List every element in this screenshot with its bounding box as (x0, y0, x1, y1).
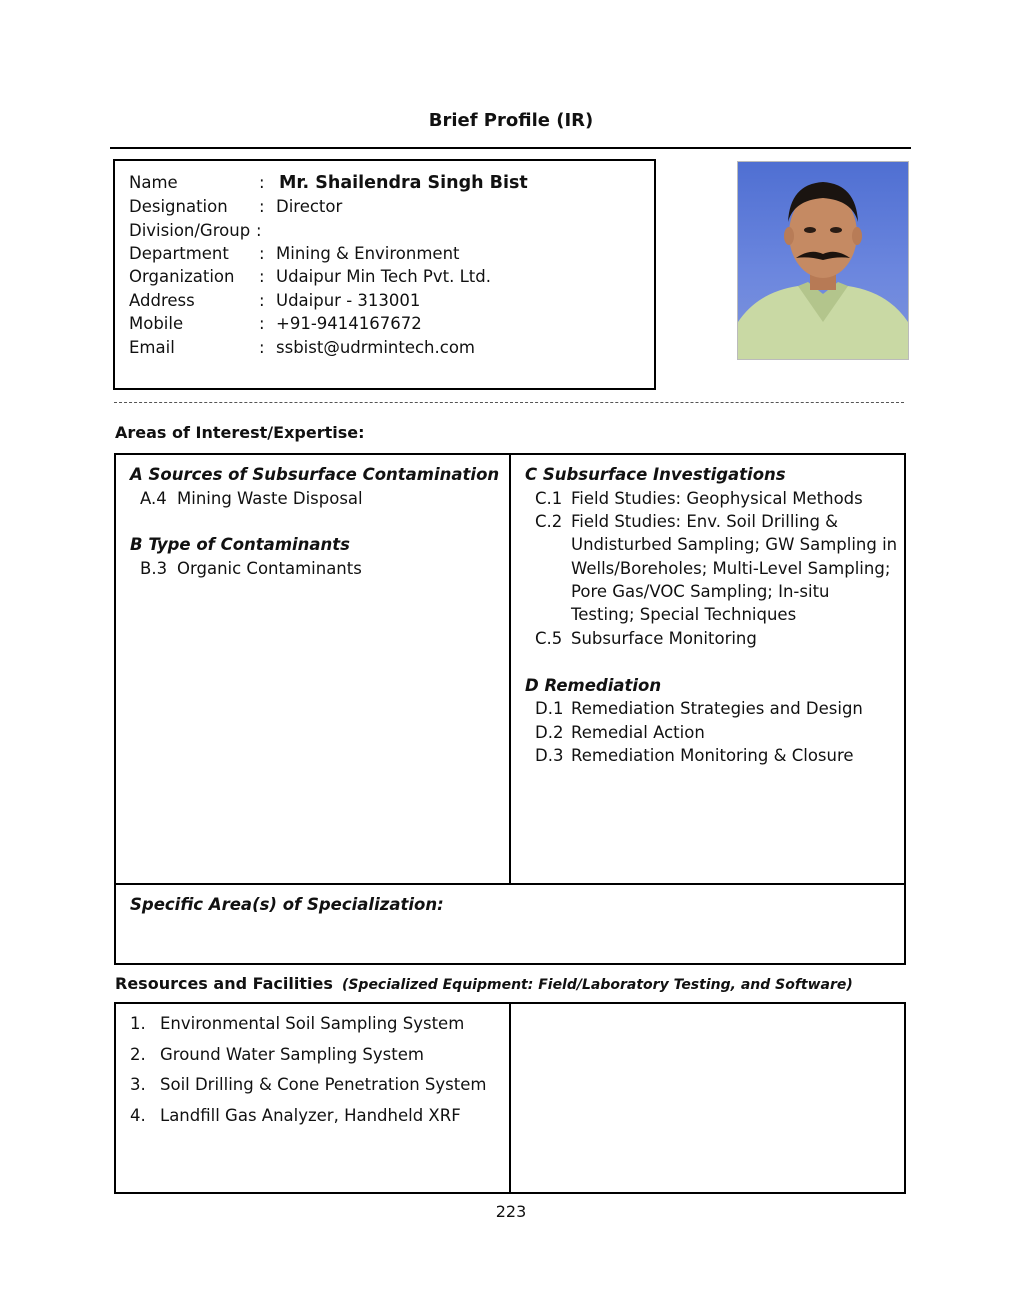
profile-label: Division/Group (129, 221, 251, 240)
page-number: 223 (495, 1202, 527, 1221)
item-text: Remedial Action (571, 723, 705, 742)
profile-label: Designation (129, 197, 228, 216)
resource-item: Ground Water Sampling System (160, 1045, 424, 1064)
resource-number: 3. (130, 1075, 146, 1094)
profile-value: Udaipur - 313001 (276, 291, 421, 310)
areas-heading: Areas of Interest/Expertise: (115, 423, 365, 442)
profile-colon: : (259, 197, 265, 216)
profile-colon: : (259, 338, 265, 357)
item-code: A.4 (140, 489, 167, 508)
item-code: D.1 (535, 699, 564, 718)
item-text: Field Studies: Geophysical Methods (571, 489, 863, 508)
item-code: C.1 (535, 489, 563, 508)
resource-number: 4. (130, 1106, 146, 1125)
item-code: C.2 (535, 512, 563, 531)
profile-label: Email (129, 338, 175, 357)
item-code: B.3 (140, 559, 168, 578)
areas-table (114, 453, 906, 965)
profile-label: Name (129, 173, 178, 192)
column-divider (509, 1004, 511, 1192)
category-heading-a: A Sources of Subsurface Contamination (130, 465, 500, 484)
resources-heading: Resources and Facilities (115, 974, 333, 993)
resource-number: 1. (130, 1014, 146, 1033)
item-text-line: Field Studies: Env. Soil Drilling & (571, 512, 839, 531)
category-heading-c: C Subsurface Investigations (525, 465, 786, 484)
profile-label: Address (129, 291, 195, 310)
specialization-label: Specific Area(s) of Specialization: (130, 895, 444, 914)
resource-item: Soil Drilling & Cone Penetration System (160, 1075, 487, 1094)
profile-label: Department (129, 244, 229, 263)
profile-colon: : (259, 244, 265, 263)
resource-item: Environmental Soil Sampling System (160, 1014, 465, 1033)
resources-heading-line (115, 974, 853, 993)
profile-label: Organization (129, 267, 235, 286)
profile-value: Mining & Environment (276, 244, 460, 263)
profile-value: Udaipur Min Tech Pvt. Ltd. (276, 267, 491, 286)
item-text: Organic Contaminants (177, 559, 362, 578)
profile-value: +91-9414167672 (276, 314, 422, 333)
resource-number: 2. (130, 1045, 146, 1064)
item-code: D.2 (535, 723, 564, 742)
resources-subheading: (Specialized Equipment: Field/Laboratory Testing, and Software) (341, 977, 853, 993)
item-text: Remediation Monitoring & Closure (571, 746, 854, 765)
column-divider (509, 455, 511, 883)
profile-label: Mobile (129, 314, 184, 333)
item-text-line: Pore Gas/VOC Sampling; In-situ (571, 582, 830, 601)
profile-colon: : (259, 267, 265, 286)
title-rule (110, 147, 911, 149)
profile-box (113, 159, 656, 390)
profile-colon: : (259, 314, 265, 333)
resources-table (114, 1002, 906, 1194)
profile-colon: : (259, 173, 265, 192)
profile-photo (737, 161, 909, 360)
page-title: Brief Profile (IR) (428, 110, 594, 131)
item-text-line: Testing; Special Techniques (571, 605, 797, 624)
item-text: Remediation Strategies and Design (571, 699, 863, 718)
category-heading-d: D Remediation (525, 676, 662, 695)
item-text-line: Wells/Boreholes; Multi-Level Sampling; (571, 559, 891, 578)
profile-value: Director (276, 197, 343, 216)
item-code: C.5 (535, 629, 563, 648)
profile-colon: : (259, 291, 265, 310)
item-text-line: Undisturbed Sampling; GW Sampling in (571, 535, 898, 554)
profile-colon: : (256, 221, 262, 240)
item-code: D.3 (535, 746, 564, 765)
resource-item: Landfill Gas Analyzer, Handheld XRF (160, 1106, 461, 1125)
section-divider (114, 402, 904, 403)
item-text: Mining Waste Disposal (177, 489, 363, 508)
profile-name-value: Mr. Shailendra Singh Bist (279, 173, 528, 193)
category-heading-b: B Type of Contaminants (130, 535, 351, 554)
row-divider (116, 883, 904, 885)
profile-value: ssbist@udrmintech.com (276, 338, 475, 357)
item-text: Subsurface Monitoring (571, 629, 757, 648)
